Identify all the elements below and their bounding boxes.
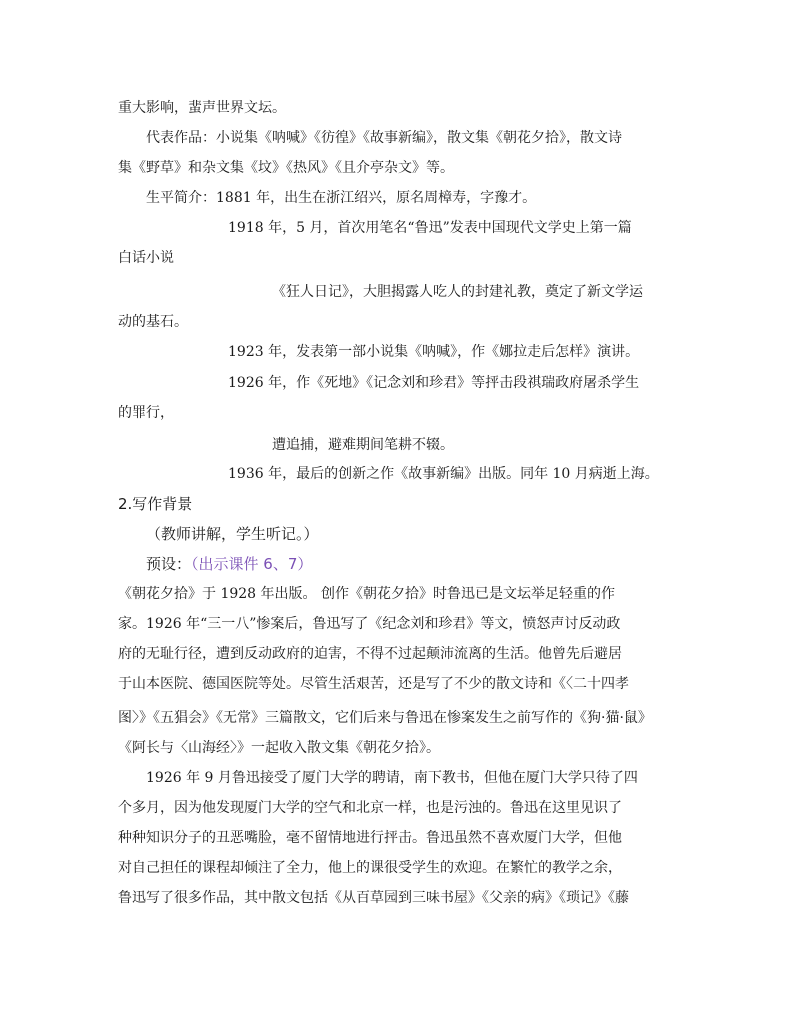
text-line: 《狂人日记》，大胆揭露人吃人的封建礼教，奠定了新文学运	[272, 284, 643, 300]
paragraph-line: 家。1926 年“三一八”惨案后，鲁迅写了《纪念刘和珍君》等文，愤怒声讨反动政	[118, 616, 621, 632]
text-line: 1926 年，作《死地》《记念刘和珍君》等抨击段祺瑞政府屠杀学生	[228, 375, 640, 391]
paragraph-line: 对自己担任的课程却倾注了全力，他上的课很受学生的欢迎。在繁忙的教学之余，	[118, 860, 622, 876]
preset-hint: （出示课件 6、7）	[191, 555, 313, 573]
preset-line	[146, 554, 312, 574]
paragraph-line: 1926 年 9 月鲁迅接受了厦门大学的聘请，南下教书，但他在厦门大学只待了四	[146, 770, 638, 786]
section-heading: 2.写作背景	[118, 495, 193, 513]
text-line: 1936 年，最后的创新之作《故事新编》出版。同年 10 月病逝上海。	[228, 466, 659, 482]
text-line: 重大影响，蜚声世界文坛。	[118, 100, 286, 116]
text-line: 集《野草》和杂文集《坟》《热风》《且介亭杂文》等。	[118, 160, 454, 176]
text-line: 生平简介：1881 年，出生在浙江绍兴，原名周樟寿，字豫才。	[146, 190, 537, 206]
paragraph-line: 《朝花夕拾》于 1928 年出版。 创作《朝花夕拾》时鲁迅已是文坛举足轻重的作	[118, 586, 615, 602]
text-line: 白话小说	[118, 250, 174, 266]
text-line: 代表作品：小说集《呐喊》《彷徨》《故事新编》，散文集《朝花夕拾》，散文诗	[146, 130, 622, 146]
paragraph-line: 《阿长与〈山海经〉》一起收入散文集《朝花夕拾》。	[118, 740, 440, 756]
paragraph-line: 鲁迅写了很多作品，其中散文包括《从百草园到三味书屋》《父亲的病》《琐记》《藤	[118, 890, 629, 906]
paragraph-line: 种种知识分子的丑恶嘴脸，毫不留情地进行抨击。鲁迅虽然不喜欢厦门大学，但他	[118, 830, 622, 846]
text-line: 1918 年，5 月，首次用笔名“鲁迅”发表中国现代文学史上第一篇	[228, 220, 632, 236]
teacher-note: （教师讲解，学生听记。）	[146, 525, 319, 543]
text-line: 1923 年，发表第一部小说集《呐喊》，作《娜拉走后怎样》演讲。	[228, 344, 640, 360]
paragraph-line: 于山本医院、德国医院等处。尽管生活艰苦，还是写了不少的散文诗和《〈二十四孝	[118, 676, 629, 692]
preset-label: 预设：	[146, 555, 192, 573]
text-line: 的罪行，	[118, 405, 174, 421]
text-line: 动的基石。	[118, 314, 188, 330]
paragraph-line: 图〉》《五猖会》《无常》三篇散文，它们后来与鲁迅在惨案发生之前写作的《狗·猫·鼠》	[118, 710, 652, 726]
text-line: 遭追捕，避难期间笔耕不辍。	[272, 437, 454, 453]
paragraph-line: 个多月，因为他发现厦门大学的空气和北京一样，也是污浊的。鲁迅在这里见识了	[118, 800, 622, 816]
paragraph-line: 府的无耻行径，遭到反动政府的迫害，不得不过起颠沛流离的生活。他曾先后避居	[118, 646, 622, 662]
